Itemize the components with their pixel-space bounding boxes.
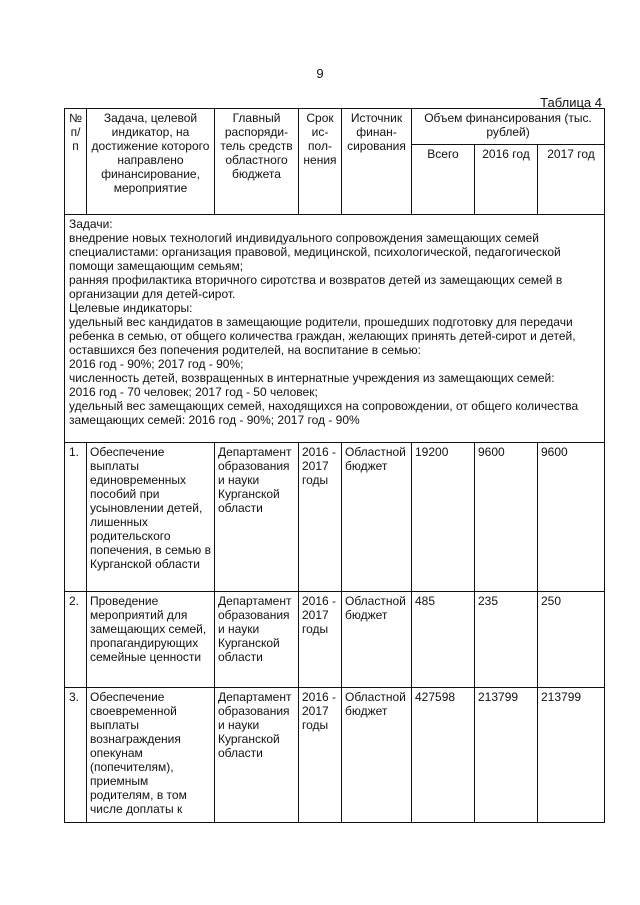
row-task: Обеспечение выплаты единовременных пособий при усыновлении детей, лишенных родительского попечения, в семью в Курганской области	[87, 443, 215, 592]
header-2017: 2017 год	[538, 145, 605, 215]
indicator-line: удельный вес кандидатов в замещающие родители, прошедших подготовку для передачи ребенка в семью, от общего количества граждан, желающих принять детей-сирот и детей, оставшихся без попечения родителей, на воспитание в семью:	[69, 315, 576, 357]
row-2016: 9600	[475, 443, 538, 592]
row-manager: Департамент образования и науки Курганской области	[215, 688, 299, 823]
row-source: Областной бюджет	[342, 688, 412, 823]
header-2016: 2016 год	[475, 145, 538, 215]
row-task: Обеспечение своевременной выплаты вознаграждения опекунам (попечителям), приемным родителям, в том числе доплаты к	[87, 688, 215, 823]
row-2016: 235	[475, 592, 538, 688]
row-term: 2016 - 2017 годы	[299, 592, 342, 688]
row-total: 19200	[412, 443, 475, 592]
indicators-heading: Целевые индикаторы:	[69, 301, 193, 315]
row-source: Областной бюджет	[342, 443, 412, 592]
header-task: Задача, целевой индикатор, на достижение которого направлено финансирование, мероприятие	[87, 109, 215, 215]
row-manager: Департамент образования и науки Курганской области	[215, 592, 299, 688]
row-number: 3.	[65, 688, 87, 823]
row-manager: Департамент образования и науки Курганской области	[215, 443, 299, 592]
funding-table	[64, 108, 605, 823]
page-number: 9	[316, 66, 324, 81]
header-funding: Объем финансирования (тыс. рублей)	[412, 109, 605, 145]
indicator-line: численность детей, возвращенных в интернатные учреждения из замещающих семей:	[69, 371, 555, 385]
task-line: внедрение новых технологий индивидуального сопровождения замещающих семей специалистами: организация правовой, медицинской, психологической, педагогической помощи замещающим семьям;	[69, 231, 561, 273]
row-term: 2016 - 2017 годы	[299, 443, 342, 592]
row-2016: 213799	[475, 688, 538, 823]
header-term: Срок ис-пол-нения	[299, 109, 342, 215]
indicator-line: 2016 год - 70 человек; 2017 год - 50 человек;	[69, 385, 318, 399]
table-row	[65, 688, 605, 823]
table-row	[65, 443, 605, 592]
row-term: 2016 - 2017 годы	[299, 688, 342, 823]
task-line: ранняя профилактика вторичного сиротства и возвратов детей из замещающих семей в организации для детей-сирот.	[69, 273, 563, 301]
row-total: 427598	[412, 688, 475, 823]
table-label: Таблица 4	[540, 95, 602, 110]
indicator-line: 2016 год - 90%; 2017 год - 90%;	[69, 357, 244, 371]
header-source: Источник финан-сирования	[342, 109, 412, 215]
indicator-line: удельный вес замещающих семей, находящихся на сопровождении, от общего количества замещающих семей: 2016 год - 90%; 2017 год - 90%	[69, 399, 579, 427]
row-2017: 213799	[538, 688, 605, 823]
row-2017: 9600	[538, 443, 605, 592]
tasks-heading: Задачи:	[69, 217, 113, 231]
row-source: Областной бюджет	[342, 592, 412, 688]
row-2017: 250	[538, 592, 605, 688]
row-task: Проведение мероприятий для замещающих семей, пропагандирующих семейные ценности	[87, 592, 215, 688]
row-number: 1.	[65, 443, 87, 592]
tasks-block	[65, 215, 605, 443]
table-row	[65, 592, 605, 688]
row-total: 485	[412, 592, 475, 688]
row-number: 2.	[65, 592, 87, 688]
header-total: Всего	[412, 145, 475, 215]
header-number: № п/п	[65, 109, 87, 215]
header-manager: Главный распоряди-тель средств областного бюджета	[215, 109, 299, 215]
